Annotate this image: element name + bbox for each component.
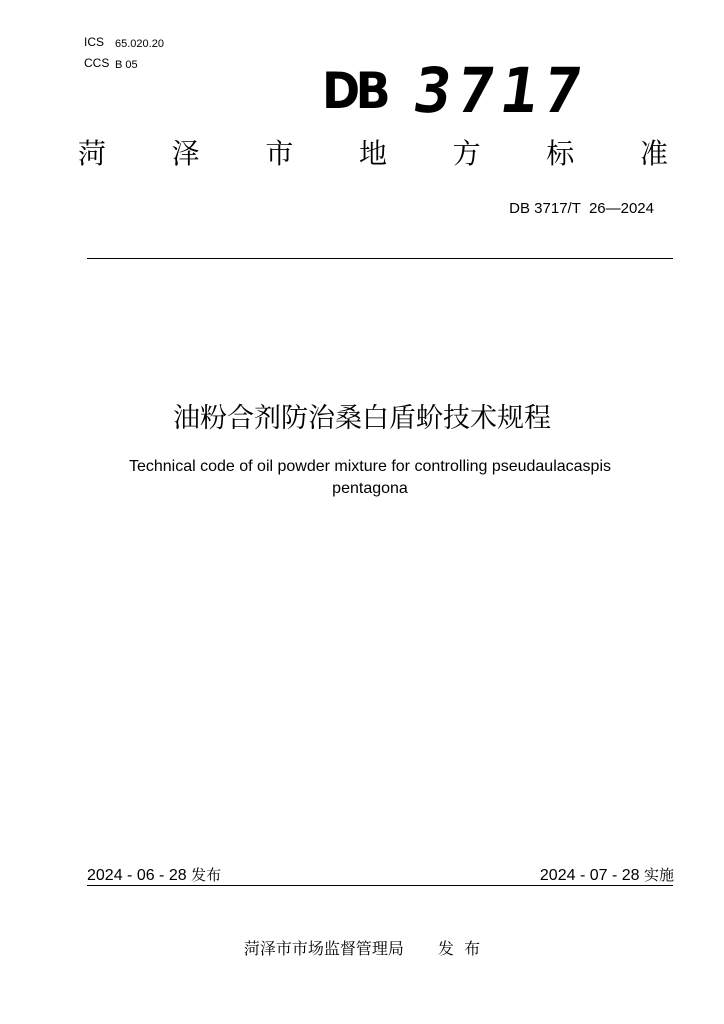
standard-type-char: 标 (546, 137, 575, 170)
db-logo-number: 3717 (408, 54, 593, 127)
implement-label: 实施 (643, 866, 674, 884)
db-logo-letters: DB (322, 62, 387, 120)
footer-divider (87, 885, 673, 886)
issue-date: 2024 - 06 - 28 (87, 867, 187, 884)
title-english: Technical code of oil powder mixture for controlling pseudaulacaspis pentagona (128, 458, 612, 497)
ccs-label: CCS (84, 56, 110, 70)
db-logo (322, 54, 616, 127)
issue-date-line (87, 864, 221, 885)
standard-type-char: 方 (452, 137, 481, 170)
issuer-action: 发 布 (437, 939, 481, 958)
issue-label: 发布 (191, 866, 222, 884)
standard-type-heading (78, 137, 668, 170)
ics-label: ICS (84, 35, 105, 49)
implement-date-line (540, 864, 674, 885)
ics-value: 65.020.20 (115, 38, 164, 50)
title-chinese: 油粉合剂防治桑白盾蚧技术规程 (173, 403, 551, 434)
standard-type-char: 菏 (78, 137, 107, 170)
ccs-value: B 05 (115, 59, 138, 71)
standard-number: DB 3717/T 26—2024 (509, 200, 654, 217)
issuer-line (0, 936, 724, 959)
standard-type-char: 市 (265, 137, 294, 170)
issuer-name: 菏泽市市场监督管理局 (243, 939, 404, 958)
standard-type-char: 泽 (171, 137, 200, 170)
standard-type-char: 地 (358, 137, 387, 170)
implement-date: 2024 - 07 - 28 (539, 867, 640, 884)
header-divider (87, 258, 673, 259)
standard-type-char: 准 (639, 137, 668, 170)
